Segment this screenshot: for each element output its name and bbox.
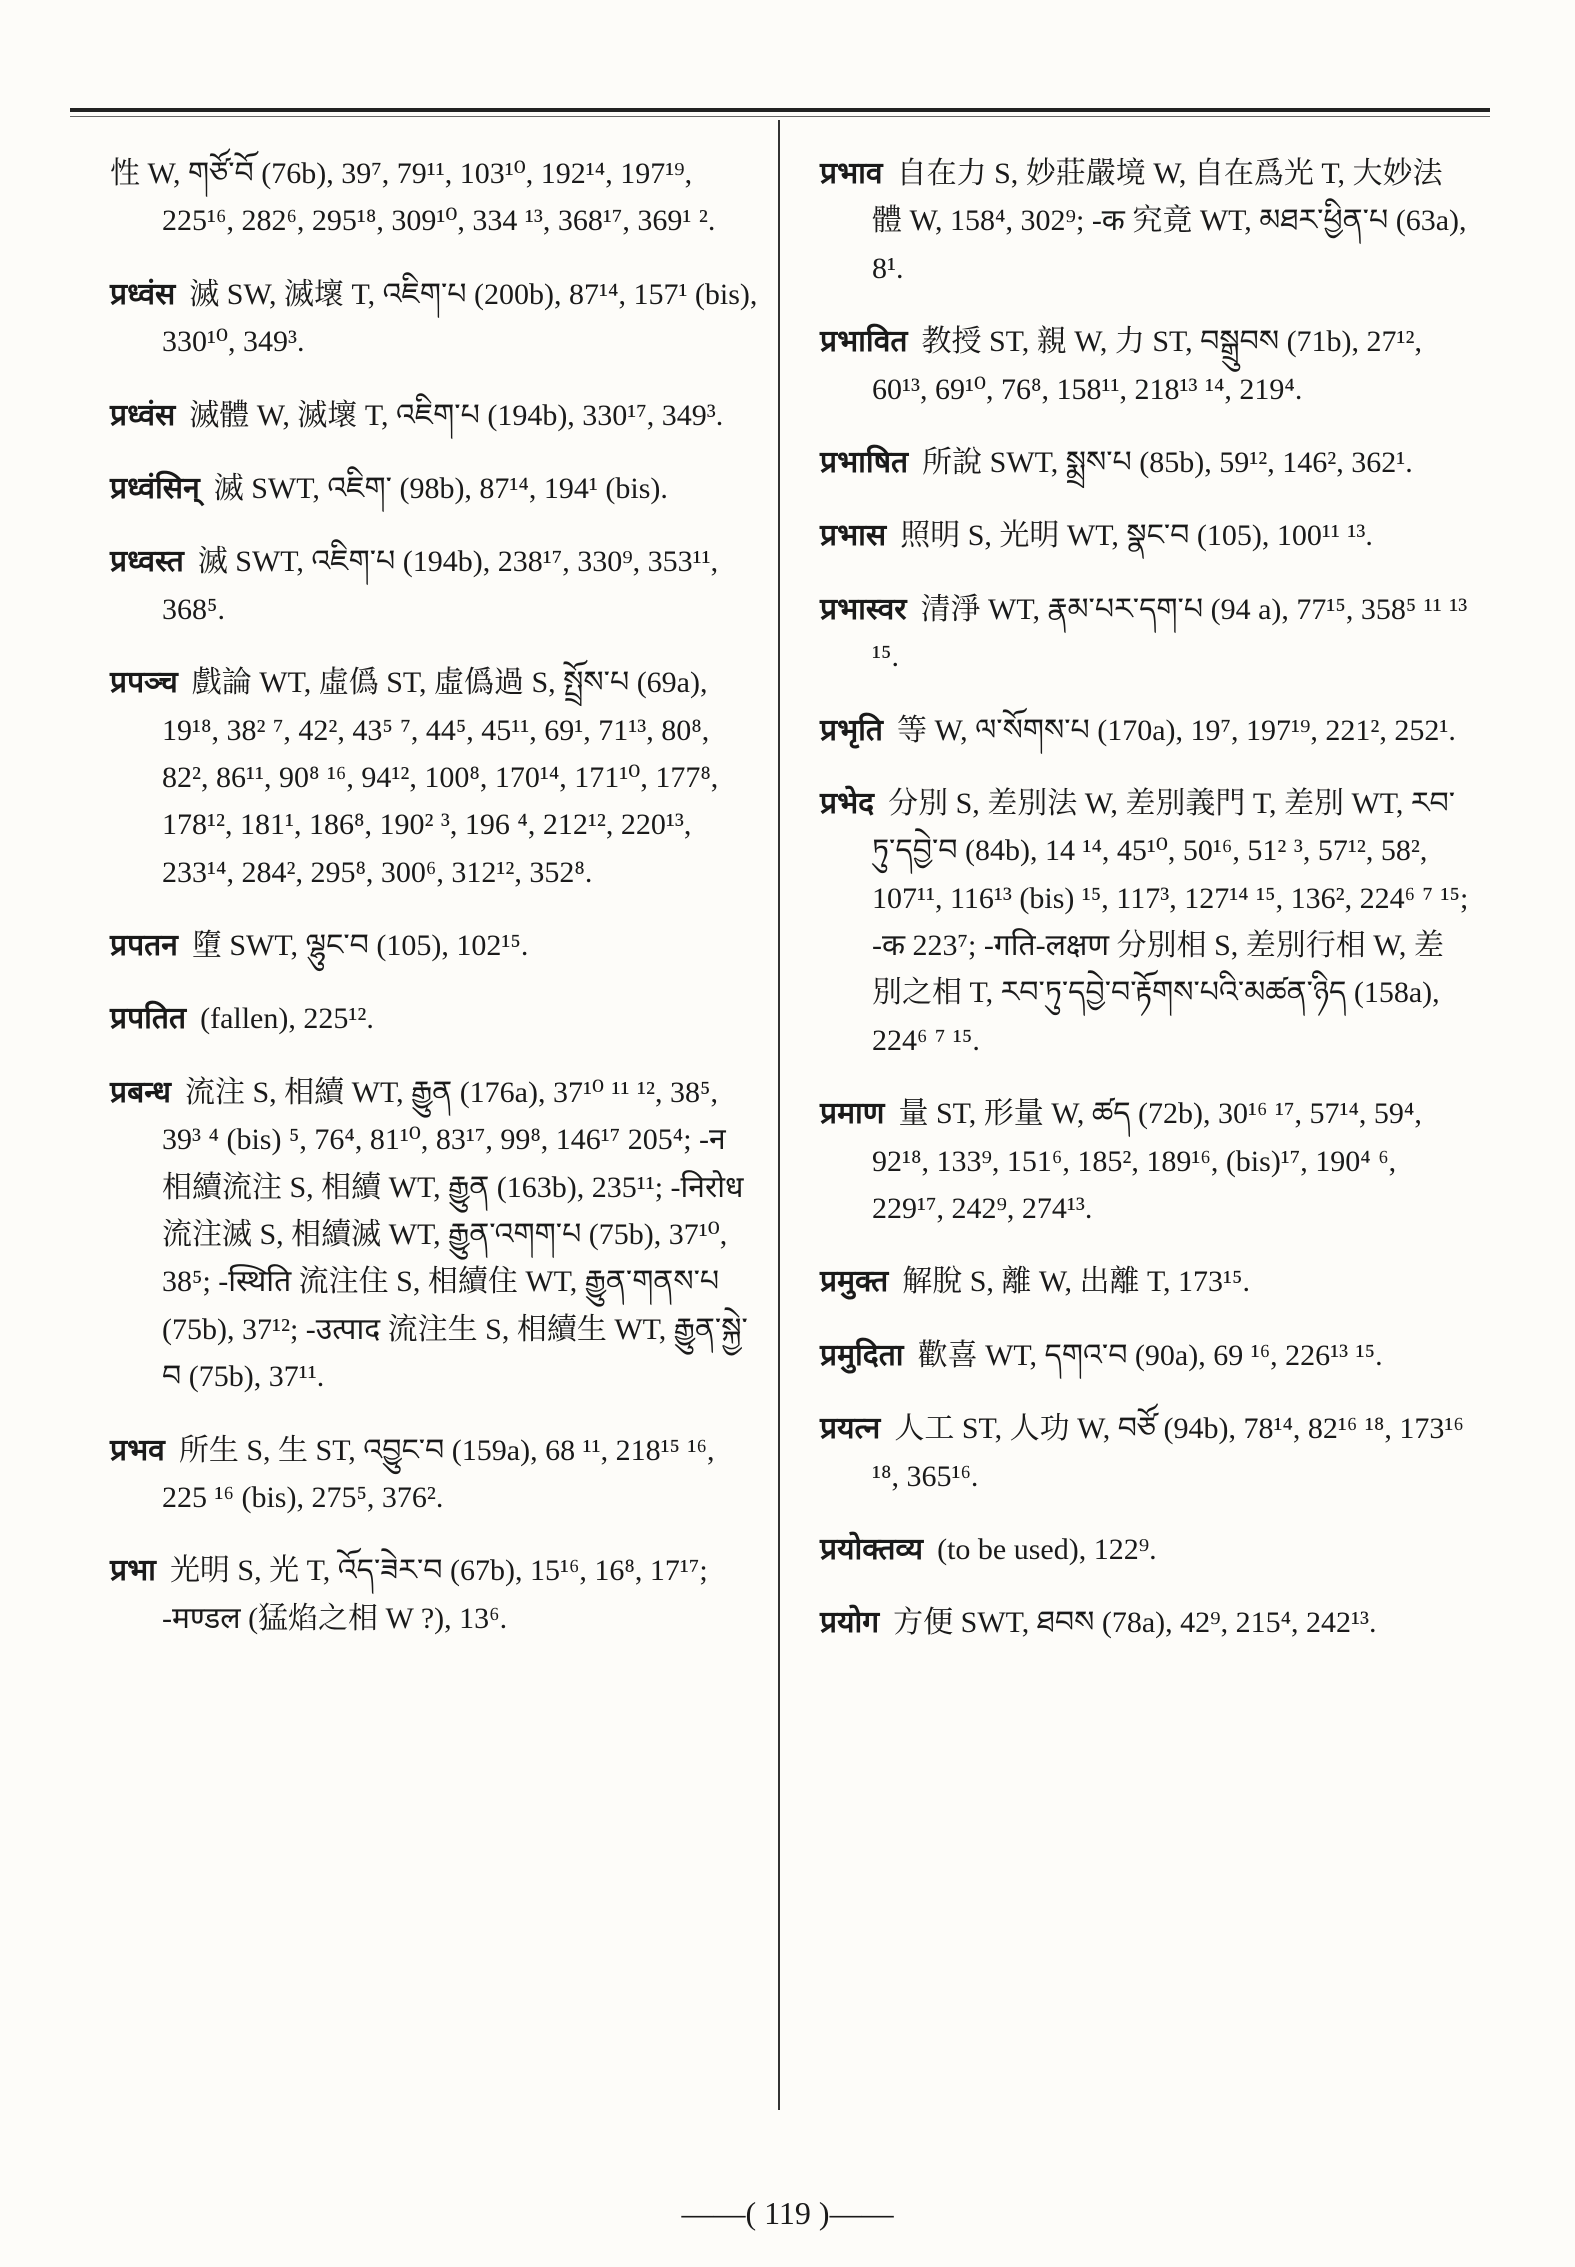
entry-body: 分別 S, 差別法 W, 差別義門 T, 差別 WT, རབ་ཏུ་དབྱེ་བ (84b), 14 ¹⁴, 45¹⁰, 50¹⁶, 51² ³, 57¹², 58², 107¹¹, 116¹³ (bis) ¹⁵, 117³, 127¹⁴ ¹⁵, 136², 224⁶ ⁷ ¹⁵; -क 223⁷; -गति-लक्षण 分別相 S, 差別行相 W, 差別之相 T, རབ་ཏུ་དབྱེ་བ་རྟོགས་པའི་མཚན་ཉིད (158a), 224⁶ ⁷ ¹⁵. <box>872 786 1469 1057</box>
column-divider <box>778 120 780 2110</box>
headword: प्रभा <box>110 1553 156 1589</box>
dictionary-entry <box>110 392 760 439</box>
entry-body: 光明 S, 光 T, འོད་ཟེར་བ (67b), 15¹⁶, 16⁸, 17¹⁷; -मण्डल (猛焰之相 W ?), 13⁶. <box>162 1554 708 1635</box>
headword: प्रभाषित <box>820 444 909 480</box>
dictionary-entry <box>820 1526 1470 1573</box>
entry-body: (fallen), 225¹². <box>200 1002 374 1036</box>
headword: प्रध्वंस <box>110 397 176 433</box>
headword: प्रमाण <box>820 1096 885 1132</box>
header-rule-thin <box>70 116 1490 117</box>
entry-body: 教授 ST, 親 W, 力 ST, བསྒྲུབས (71b), 27¹², 60¹³, 69¹⁰, 76⁸, 158¹¹, 218¹³ ¹⁴, 219⁴. <box>872 325 1423 406</box>
entry-body: 戲論 WT, 虛僞 ST, 虛僞過 S, སྤྲོས་པ (69a), 19¹⁸, 38² ⁷, 42², 43⁵ ⁷, 44⁵, 45¹¹, 69¹, 71¹³, 80⁸, 82², 86¹¹, 90⁸ ¹⁶, 94¹², 100⁸, 170¹⁴, 171¹⁰, 177⁸, 178¹², 181¹, 186⁸, 190² ³, 196 ⁴, 212¹², 220¹³, 233¹⁴, 284², 295⁸, 300⁶, 312¹², 352⁸. <box>162 666 719 889</box>
dictionary-entry <box>820 1405 1470 1500</box>
entry-body: 滅 SW, 滅壞 T, འཇིག་པ (200b), 87¹⁴, 157¹ (bis), 330¹⁰, 349³. <box>162 277 758 359</box>
entry-body: 墮 SWT, ལྷུང་བ (105), 102¹⁵. <box>191 929 529 963</box>
dictionary-entry <box>820 318 1470 413</box>
headword: प्रयोक्तव्य <box>820 1531 924 1567</box>
headword: प्रभावित <box>820 324 908 360</box>
entry-body: 方便 SWT, ཐབས (78a), 42⁹, 215⁴, 242¹³. <box>893 1606 1377 1640</box>
headword: प्रमुदिता <box>820 1337 904 1373</box>
headword: प्रयोग <box>820 1605 880 1641</box>
entry-body: 所生 S, 生 ST, འབྱུང་བ (159a), 68 ¹¹, 218¹⁵ ¹⁶, 225 ¹⁶ (bis), 275⁵, 376². <box>162 1433 715 1514</box>
dictionary-entry <box>110 1069 760 1401</box>
headword: प्रध्वंसिन् <box>110 470 200 506</box>
page-number: ——( 119 )—— <box>681 2195 894 2231</box>
entry-body: 所說 SWT, སྨྲས་པ (85b), 59¹², 146², 362¹. <box>922 445 1413 479</box>
entry-body: 等 W, ལ་སོགས་པ (170a), 19⁷, 197¹⁹, 221², 252¹. <box>897 713 1456 747</box>
dictionary-entry <box>820 150 1470 292</box>
entry-body: 滅 SWT, འཇིག་པ (194b), 238¹⁷, 330⁹, 353¹¹, 368⁵. <box>162 545 719 626</box>
dictionary-entry <box>110 271 760 366</box>
dictionary-entry <box>820 1258 1470 1305</box>
dictionary-entry <box>820 586 1470 681</box>
headword: प्रभाव <box>820 156 883 191</box>
entry-body: 滅體 W, 滅壞 T, འཇིག་པ (194b), 330¹⁷, 349³. <box>189 398 724 432</box>
dictionary-entry <box>110 1547 760 1642</box>
headword: प्रपतित <box>110 1001 187 1037</box>
dictionary-entry <box>110 1427 760 1522</box>
entry-body: (to be used), 122⁹. <box>937 1532 1157 1566</box>
dictionary-entry <box>820 439 1470 486</box>
entry-body: 歡喜 WT, དགའ་བ (90a), 69 ¹⁶, 226¹³ ¹⁵. <box>917 1338 1383 1372</box>
headword: प्रयत्न <box>820 1411 881 1447</box>
entry-body: 人工 ST, 人功 W, བཙོ (94b), 78¹⁴, 82¹⁶ ¹⁸, 173¹⁶ ¹⁸, 365¹⁶. <box>872 1412 1464 1493</box>
dictionary-entry <box>820 1599 1470 1646</box>
headword: प्रपतन <box>110 928 178 964</box>
right-column <box>820 150 1470 1673</box>
dictionary-entry <box>110 995 760 1042</box>
entry-body: 量 ST, 形量 W, ཚད (72b), 30¹⁶ ¹⁷, 57¹⁴, 59⁴, 92¹⁸, 133⁹, 151⁶, 185², 189¹⁶, (bis)¹⁷, 190⁴ ⁶, 229¹⁷, 242⁹, 274¹³. <box>872 1097 1422 1226</box>
dictionary-entry <box>110 538 760 633</box>
headword: प्रभास <box>820 518 887 554</box>
dictionary-entry <box>110 465 760 512</box>
headword: प्रध्वस्त <box>110 544 184 580</box>
entry-body: 性 W, གཙོ་བོ (76b), 39⁷, 79¹¹, 103¹⁰, 192¹⁴, 197¹⁹, 225¹⁶, 282⁶, 295¹⁸, 309¹⁰, 334 ¹³, 368¹⁷, 369¹ ². <box>110 157 716 238</box>
headword: प्रमुक्त <box>820 1264 889 1300</box>
headword: प्रभव <box>110 1432 165 1468</box>
headword: प्रध्वंस <box>110 276 176 312</box>
entry-body: 自在力 S, 妙莊嚴境 W, 自在爲光 T, 大妙法體 W, 158⁴, 302⁹; -क 究竟 WT, མཐར་ཕྱིན་པ (63a), 8¹. <box>872 157 1467 285</box>
dictionary-entry <box>110 659 760 896</box>
dictionary-entry <box>820 1332 1470 1379</box>
headword: प्रपञ्च <box>110 665 178 701</box>
entry-body: 清淨 WT, རྣམ་པར་དག་པ (94 a), 77¹⁵, 358⁵ ¹¹ ¹³ ¹⁵. <box>872 592 1468 674</box>
headword: प्रभेद <box>820 785 875 821</box>
left-column <box>110 150 760 1668</box>
dictionary-entry <box>820 707 1470 754</box>
headword: प्रबन्ध <box>110 1074 171 1110</box>
dictionary-entry <box>820 780 1470 1064</box>
dictionary-entry <box>820 512 1470 559</box>
headword: प्रभृति <box>820 712 884 748</box>
entry-body: 流注 S, 相續 WT, རྒྱུན (176a), 37¹⁰ ¹¹ ¹², 38⁵, 39³ ⁴ (bis) ⁵, 76⁴, 81¹⁰, 83¹⁷, 99⁸, 146¹⁷ 205⁴; -न 相續流注 S, 相續 WT, རྒྱུན (163b), 235¹¹; -निरोध 流注滅 S, 相續滅 WT, རྒྱུན་འགག་པ (75b), 37¹⁰, 38⁵; -स्थिति 流注住 S, 相續住 WT, རྒྱུན་གནས་པ (75b), 37¹²; -उत्पाद 流注生 S, 相續生 WT, རྒྱུན་སྐྱེ་བ (75b), 37¹¹. <box>162 1075 748 1394</box>
dictionary-entry <box>820 1090 1470 1232</box>
dictionary-entry <box>110 922 760 969</box>
headword: प्रभास्वर <box>820 591 907 627</box>
entry-body: 滅 SWT, འཇིག་ (98b), 87¹⁴, 194¹ (bis). <box>213 471 668 505</box>
entry-body: 解脫 S, 離 W, 出離 T, 173¹⁵. <box>902 1265 1251 1299</box>
header-rule <box>70 108 1490 112</box>
dictionary-entry <box>110 150 760 245</box>
entry-body: 照明 S, 光明 WT, སྣང་བ (105), 100¹¹ ¹³. <box>900 519 1373 553</box>
